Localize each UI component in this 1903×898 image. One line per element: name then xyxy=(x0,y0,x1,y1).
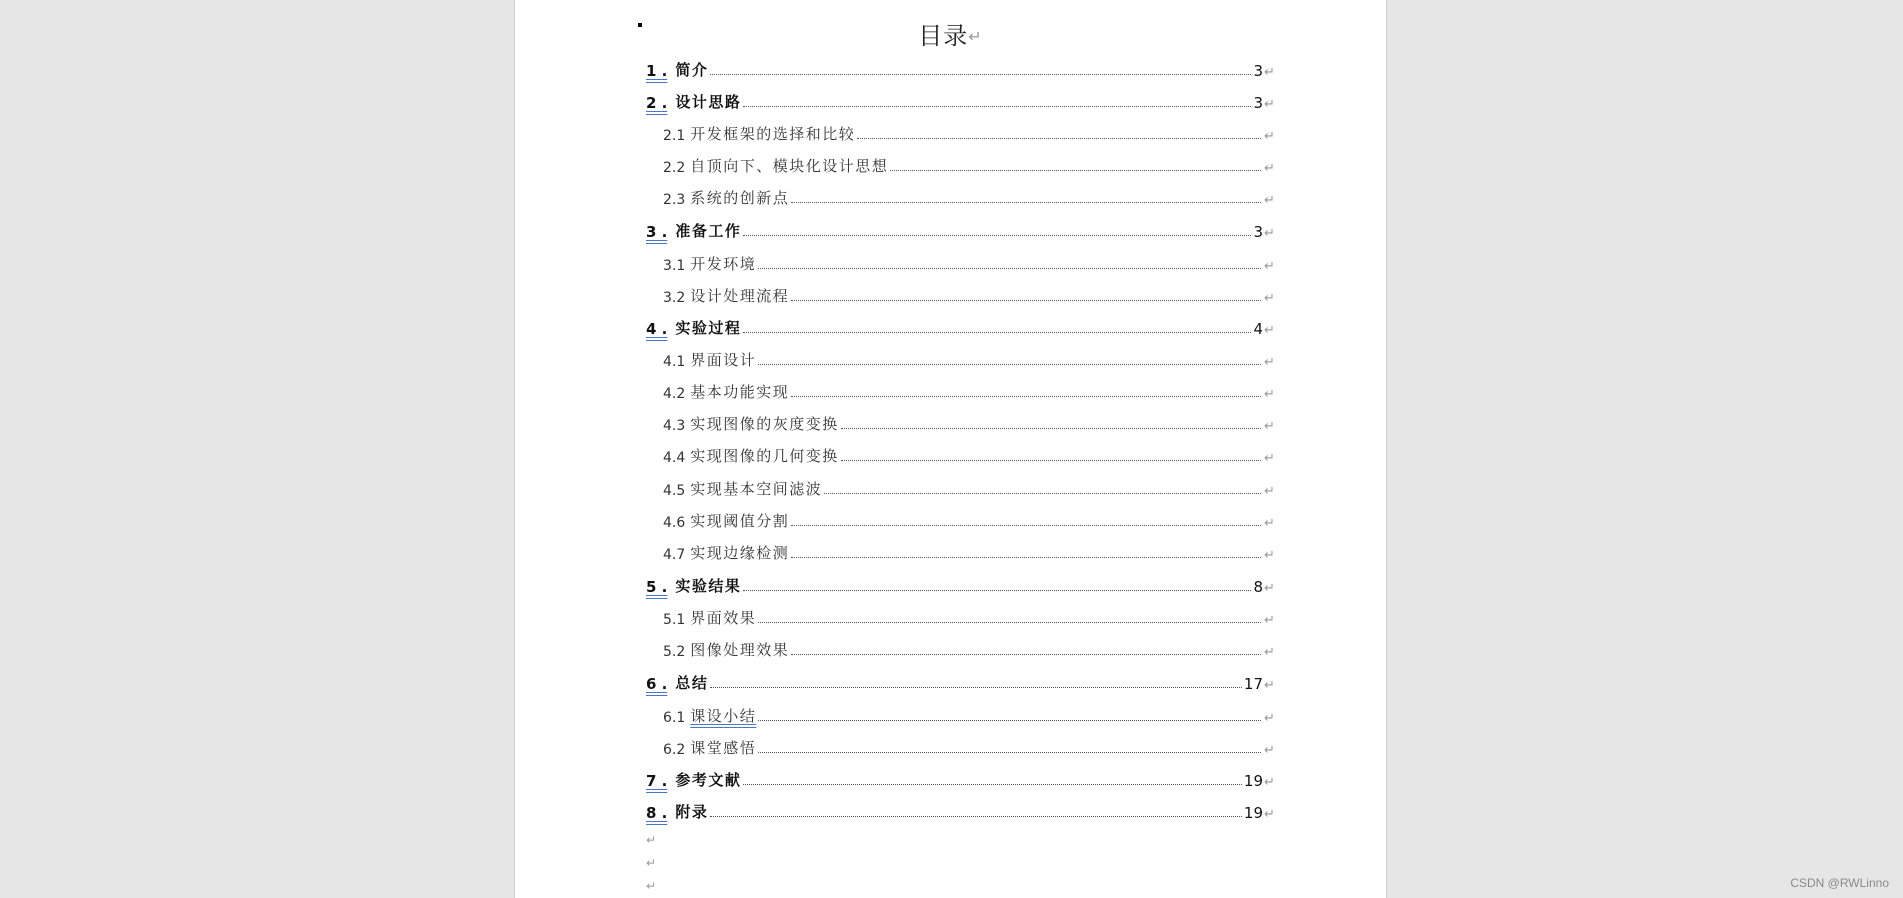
toc-entry[interactable] xyxy=(663,704,1274,726)
paragraph-mark-icon: ↵ xyxy=(1264,743,1275,758)
toc-entry-page: 3 xyxy=(1253,62,1263,80)
paragraph-mark-icon: ↵ xyxy=(1264,259,1275,274)
paragraph-mark-icon: ↵ xyxy=(1264,65,1275,80)
paragraph-mark-icon: ↵ xyxy=(1264,678,1275,693)
toc-dot-leader xyxy=(758,719,1261,721)
paragraph-mark-icon: ↵ xyxy=(1264,581,1275,596)
toc-dot-leader xyxy=(758,267,1261,269)
toc-dot-leader xyxy=(710,686,1242,688)
csdn-watermark: CSDN @RWLinno xyxy=(1790,876,1889,890)
toc-entry-label: 课堂感悟 xyxy=(690,739,757,757)
toc-entry-label: 开发环境 xyxy=(690,255,757,273)
toc-entry-number: 4.5 xyxy=(663,483,686,499)
toc-entry-number: 5 . xyxy=(646,578,668,596)
toc-entry-label: 课设小结 xyxy=(690,707,757,725)
toc-entry-label: 基本功能实现 xyxy=(690,383,790,401)
toc-dot-leader xyxy=(824,492,1261,494)
paragraph-mark-icon: ↵ xyxy=(1264,451,1275,466)
toc-entry-number: 7 . xyxy=(646,772,668,790)
toc-dot-leader xyxy=(758,363,1261,365)
empty-paragraph-mark-icon: ↵ xyxy=(646,856,657,870)
document-page xyxy=(514,0,1387,898)
toc-dot-leader xyxy=(841,427,1261,429)
paragraph-mark-icon: ↵ xyxy=(1264,516,1275,531)
toc-entry-page: 19 xyxy=(1243,772,1263,790)
toc-entry-label: 系统的创新点 xyxy=(690,189,790,207)
toc-entry-number: 2 . xyxy=(646,94,668,112)
toc-dot-leader xyxy=(791,299,1261,301)
toc-entry-page: 19 xyxy=(1243,804,1263,822)
toc-entry-number: 4.4 xyxy=(663,450,686,466)
toc-entry-label: 实验结果 xyxy=(675,577,742,595)
toc-entry-number: 6.1 xyxy=(663,710,686,726)
toc-entry[interactable] xyxy=(646,574,1274,596)
toc-entry[interactable] xyxy=(646,58,1274,80)
toc-dot-leader xyxy=(841,459,1261,461)
toc-dot-leader xyxy=(791,556,1261,558)
toc-entry-label: 图像处理效果 xyxy=(690,641,790,659)
toc-entry-label: 附录 xyxy=(675,803,709,821)
toc-entry-label: 实现基本空间滤波 xyxy=(690,480,823,498)
paragraph-mark-icon: ↵ xyxy=(968,27,983,46)
toc-dot-leader xyxy=(743,331,1251,333)
toc-entry-page: 3 xyxy=(1253,223,1263,241)
toc-entry-label: 简介 xyxy=(675,61,709,79)
toc-entry-number: 2.2 xyxy=(663,160,686,176)
toc-entry[interactable] xyxy=(663,509,1274,531)
paragraph-mark-icon: ↵ xyxy=(1264,97,1275,112)
paragraph-mark-icon: ↵ xyxy=(1264,161,1275,176)
toc-entry-page: 17 xyxy=(1243,675,1263,693)
toc-entry-number: 4 . xyxy=(646,320,668,338)
toc-entry-label: 准备工作 xyxy=(675,222,742,240)
toc-entry-label: 总结 xyxy=(675,674,709,692)
toc-entry-label: 实现图像的几何变换 xyxy=(690,447,839,465)
toc-entry-number: 2.1 xyxy=(663,128,686,144)
toc-dot-leader xyxy=(710,815,1242,817)
toc-entry[interactable] xyxy=(663,186,1274,208)
toc-entry-label: 界面效果 xyxy=(690,609,757,627)
toc-entry-label: 自顶向下、模块化设计思想 xyxy=(690,157,889,175)
toc-entry-label: 实现边缘检测 xyxy=(690,544,790,562)
paragraph-mark-icon: ↵ xyxy=(1264,226,1275,241)
toc-entry[interactable] xyxy=(663,122,1274,144)
paragraph-mark-icon: ↵ xyxy=(1264,129,1275,144)
toc-entry-number: 5.2 xyxy=(663,644,686,660)
toc-title-text: 目录 xyxy=(918,22,969,50)
toc-entry[interactable] xyxy=(663,284,1274,306)
toc-entry[interactable] xyxy=(663,154,1274,176)
toc-entry[interactable] xyxy=(663,444,1274,466)
toc-entry-number: 3.2 xyxy=(663,290,686,306)
empty-paragraph-mark-icon: ↵ xyxy=(646,833,657,847)
toc-dot-leader xyxy=(791,524,1261,526)
toc-entry[interactable] xyxy=(663,348,1274,370)
toc-dot-leader xyxy=(743,105,1251,107)
paragraph-mark-icon: ↵ xyxy=(1264,387,1275,402)
toc-entry-number: 8 . xyxy=(646,804,668,822)
empty-paragraph-mark-icon: ↵ xyxy=(646,879,657,893)
toc-entry[interactable] xyxy=(663,477,1274,499)
toc-entry-label: 界面设计 xyxy=(690,351,757,369)
toc-entry[interactable] xyxy=(646,671,1274,693)
toc-dot-leader xyxy=(758,621,1261,623)
toc-entry-number: 6.2 xyxy=(663,742,686,758)
toc-entry[interactable] xyxy=(663,380,1274,402)
paragraph-mark-icon: ↵ xyxy=(1264,291,1275,306)
paragraph-mark-icon: ↵ xyxy=(1264,419,1275,434)
toc-entry-label: 开发框架的选择和比较 xyxy=(690,125,856,143)
toc-entry-number: 4.2 xyxy=(663,386,686,402)
paragraph-mark-icon: ↵ xyxy=(1264,484,1275,499)
toc-dot-leader xyxy=(857,137,1261,139)
toc-dot-leader xyxy=(758,751,1261,753)
toc-entry-number: 6 . xyxy=(646,675,668,693)
toc-entry[interactable] xyxy=(646,800,1274,822)
toc-entry[interactable] xyxy=(646,316,1274,338)
toc-entry-page: 4 xyxy=(1253,320,1263,338)
toc-entry-label: 实现图像的灰度变换 xyxy=(690,415,839,433)
toc-entry-label: 参考文献 xyxy=(675,771,742,789)
toc-entry-number: 4.6 xyxy=(663,515,686,531)
toc-entry-number: 4.7 xyxy=(663,547,686,563)
toc-entry-number: 1 . xyxy=(646,62,668,80)
paragraph-mark-icon: ↵ xyxy=(1264,323,1275,338)
toc-entry-page: 8 xyxy=(1253,578,1263,596)
toc-entry[interactable] xyxy=(663,736,1274,758)
paragraph-mark-icon: ↵ xyxy=(1264,355,1275,370)
paragraph-mark-icon: ↵ xyxy=(1264,548,1275,563)
toc-entry-number: 4.3 xyxy=(663,418,686,434)
toc-entry[interactable] xyxy=(663,252,1274,274)
toc-entry[interactable] xyxy=(663,638,1274,660)
toc-entry-number: 2.3 xyxy=(663,192,686,208)
toc-entry[interactable] xyxy=(663,412,1274,434)
toc-dot-leader xyxy=(743,589,1251,591)
toc-entry[interactable] xyxy=(663,541,1274,563)
paragraph-mark-icon: ↵ xyxy=(1264,193,1275,208)
toc-entry-number: 5.1 xyxy=(663,612,686,628)
toc-entry-number: 4.1 xyxy=(663,354,686,370)
toc-dot-leader xyxy=(791,653,1261,655)
paragraph-mark-icon: ↵ xyxy=(1264,775,1275,790)
toc-entry-number: 3.1 xyxy=(663,258,686,274)
paragraph-mark-icon: ↵ xyxy=(1264,807,1275,822)
toc-entry-label: 实验过程 xyxy=(675,319,742,337)
paragraph-mark-icon: ↵ xyxy=(1264,711,1275,726)
toc-dot-leader xyxy=(791,201,1261,203)
toc-title xyxy=(515,16,1386,51)
toc-entry-label: 实现阈值分割 xyxy=(690,512,790,530)
toc-entry[interactable] xyxy=(663,606,1274,628)
toc-dot-leader xyxy=(791,395,1261,397)
paragraph-mark-icon: ↵ xyxy=(1264,645,1275,660)
toc-entry-label: 设计处理流程 xyxy=(690,287,790,305)
toc-entry-label: 设计思路 xyxy=(675,93,742,111)
toc-entry[interactable] xyxy=(646,219,1274,241)
toc-entry[interactable] xyxy=(646,768,1274,790)
paragraph-mark-icon: ↵ xyxy=(1264,613,1275,628)
toc-entry-number: 3 . xyxy=(646,223,668,241)
toc-entry[interactable] xyxy=(646,90,1274,112)
toc-dot-leader xyxy=(890,169,1261,171)
toc-entry-page: 3 xyxy=(1253,94,1263,112)
toc-dot-leader xyxy=(710,73,1251,75)
toc-dot-leader xyxy=(743,234,1251,236)
toc-dot-leader xyxy=(743,783,1242,785)
